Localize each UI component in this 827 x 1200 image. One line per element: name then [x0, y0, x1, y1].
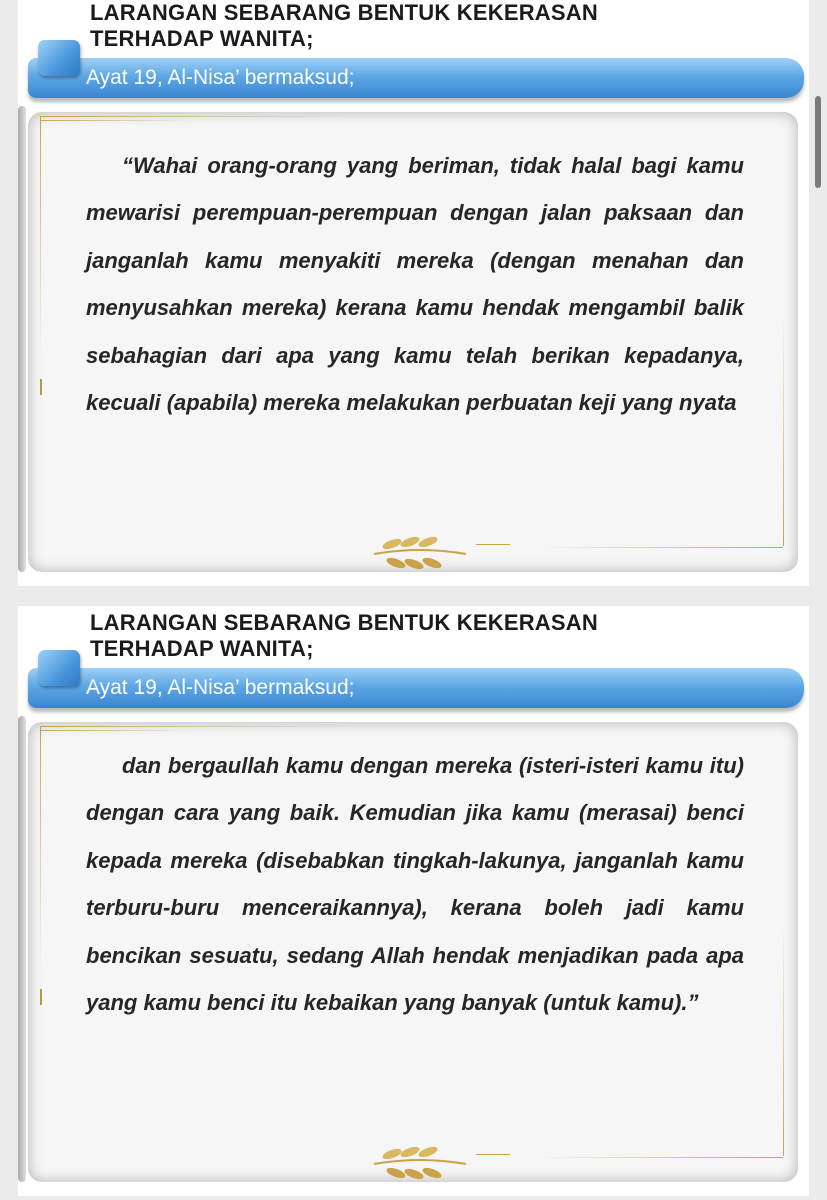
slide-subtitle: Ayat 19, Al-Nisa’ bermaksud;: [86, 676, 355, 699]
gold-line-right: [783, 316, 784, 546]
slide-2: [18, 606, 809, 1196]
verse-text: “Wahai orang-orang yang beriman, tidak halal bagi kamu mewarisi perempuan-perempuan dengan jalan paksaan dan janganlah kamu menyakiti mereka (dengan menahan dan menyusahkan mereka) kerana kamu hendak mengambil balik sebahagian dari apa yang kamu telah berikan kepadanya, kecuali (apabila) mereka melakukan perbuatan keji yang nyata: [86, 153, 744, 416]
gold-tick-mark: [40, 379, 42, 395]
gold-tick-mark: [40, 989, 42, 1005]
slide-1: [18, 0, 809, 586]
gold-line-top: [40, 116, 360, 117]
laurel-ornament-icon: [370, 532, 470, 572]
slide-title: [90, 610, 598, 662]
gold-line-right: [783, 926, 784, 1156]
slide-title-line2: TERHADAP WANITA;: [90, 636, 314, 661]
slide-subtitle: Ayat 19, Al-Nisa’ bermaksud;: [86, 66, 355, 89]
blue-square-bullet: [38, 650, 80, 686]
blue-square-bullet: [38, 40, 80, 76]
laurel-ornament-icon: [370, 1142, 470, 1182]
gold-line-bottom: [538, 547, 783, 548]
gold-line-bottom: [538, 1157, 783, 1158]
slide-title-line2: TERHADAP WANITA;: [90, 26, 314, 51]
slide-left-edge: [18, 716, 26, 1182]
slide-left-edge: [18, 106, 26, 572]
slide-title-line1: LARANGAN SEBARANG BENTUK KEKERASAN: [90, 0, 598, 25]
gold-line-left: [40, 116, 41, 356]
gold-line-left: [40, 726, 41, 966]
gold-dash: [476, 1154, 510, 1155]
verse-text: dan bergaullah kamu dengan mereka (isteri-isteri kamu itu) dengan cara yang baik. Kemudian jika kamu (merasai) benci kepada mereka (disebabkan tingkah-lakunya, janganlah kamu terburu-buru menceraikannya), kerana boleh jadi kamu bencikan sesuatu, sedang Allah hendak menjadikan pada apa yang kamu benci itu kebaikan yang banyak (untuk kamu).”: [86, 753, 744, 1016]
slide-title-line1: LARANGAN SEBARANG BENTUK KEKERASAN: [90, 610, 598, 635]
scrollbar-thumb[interactable]: [815, 96, 821, 188]
slide-title: [90, 0, 598, 52]
gold-dash: [476, 544, 510, 545]
gold-line-top-short: [40, 730, 190, 731]
gold-line-top: [40, 726, 360, 727]
gold-line-top-short: [40, 120, 190, 121]
